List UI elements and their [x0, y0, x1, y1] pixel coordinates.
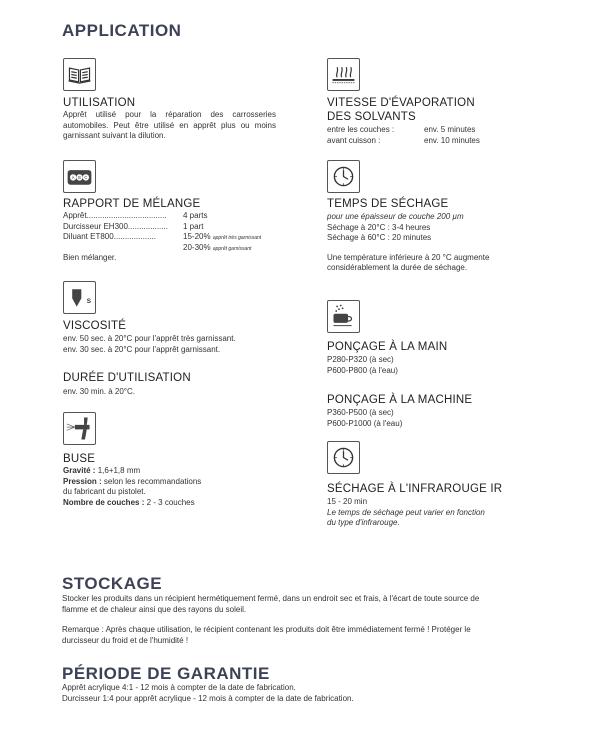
mix-letter-b: B: [78, 175, 81, 181]
melange-note: apprêt très garnissant: [212, 235, 262, 241]
sechage-line: pour une épaisseur de couche 200 µm: [327, 212, 464, 221]
main-text: [327, 355, 398, 376]
viscosite-title: VISCOSITÉ: [63, 320, 127, 332]
viscosite-line: env. 50 sec. à 20°C pour l'apprêt très garnissant.: [63, 334, 236, 343]
melange-value: 4 parts: [183, 211, 208, 220]
clock-icon: [327, 441, 360, 474]
sechage-text: [327, 212, 537, 274]
sechage-line: Séchage à 20°C : 3-4 heures: [327, 222, 431, 232]
heading-garantie: PÉRIODE DE GARANTIE: [62, 664, 270, 683]
main-line: P280-P320 (à sec): [327, 355, 394, 364]
evaporation-table: [327, 125, 527, 146]
infrarouge-line: 15 - 20 min: [327, 497, 368, 506]
melange-dots: ....................................: [86, 211, 167, 220]
garantie-line: Apprêt acrylique 4:1 - 12 mois à compter de la date de fabrication.: [62, 683, 296, 692]
stockage-text: [62, 594, 479, 646]
buse-pression: [63, 477, 201, 488]
viscosity-letter: S: [86, 297, 92, 305]
mixing-ratio-icon: [63, 160, 96, 193]
melange-dots: ...................: [113, 232, 156, 241]
duree-title: DURÉE D'UTILISATION: [63, 372, 191, 384]
viscosite-text: [63, 334, 236, 355]
sechage-line: Séchage à 60°C : 20 minutes: [327, 233, 432, 242]
sechage-title: TEMPS DE SÉCHAGE: [327, 198, 449, 210]
melange-value: 15-20%: [183, 232, 211, 241]
evaporation-title-1: VITESSE D'ÉVAPORATION: [327, 97, 475, 109]
mix-letter-c: C: [84, 175, 88, 181]
infrarouge-line: du type d'infrarouge.: [327, 518, 400, 527]
melange-title: RAPPORT DE MÉLANGE: [63, 198, 201, 210]
evaporation-row: [327, 125, 527, 136]
utilisation-text: Apprêt utilisé pour la réparation des carrosseries automobiles. Peut être utilisé en apprêt plus ou moins garnissant suivant la dilution.: [63, 110, 276, 140]
sanding-sponge-icon: [327, 300, 360, 333]
garantie-text: [62, 683, 354, 704]
machine-title: PONÇAGE À LA MACHINE: [327, 394, 473, 406]
melange-table: [63, 211, 303, 264]
duree-text: env. 30 min. à 20°C.: [63, 387, 135, 396]
evaporation-value: env. 10 minutes: [424, 135, 480, 145]
spray-gun-icon: [63, 412, 96, 445]
melange-label: Durcisseur EH300: [63, 221, 128, 231]
stockage-remark: durcisseur du froid et de l'humidité !: [62, 635, 189, 645]
infrarouge-text: [327, 497, 485, 529]
buse-pression-cont: du fabricant du pistolet.: [63, 487, 146, 496]
melange-label: Apprêt: [63, 211, 87, 220]
buse-gravite-value: 1,6+1,8 mm: [95, 466, 141, 475]
buse-couches-value: 2 - 3 couches: [144, 497, 195, 507]
buse-text: [63, 466, 201, 508]
main-title: PONÇAGE À LA MAIN: [327, 341, 448, 353]
heading-application: APPLICATION: [62, 21, 182, 40]
evaporation-title-2: DES SOLVANTS: [327, 111, 416, 123]
machine-text: [327, 408, 402, 429]
infrarouge-line: Le temps de séchage peut varier en fonction: [327, 507, 485, 517]
utilisation-title: UTILISATION: [63, 97, 136, 109]
evaporation-label: avant cuisson :: [327, 135, 381, 145]
viscosity-icon: [63, 281, 96, 314]
melange-dots: ..................: [127, 221, 168, 231]
buse-couches-label: Nombre de couches :: [63, 497, 145, 507]
melange-row: [63, 211, 303, 222]
melange-row: [63, 222, 303, 233]
stockage-line: flamme et de chaleur ainsi que des rayons du soleil.: [62, 604, 247, 614]
stockage-remark: Remarque : Après chaque utilisation, le récipient contenant les produits doit être immédiatement fermé ! Protéger le: [62, 625, 471, 634]
melange-row: [63, 232, 303, 243]
stockage-line: Stocker les produits dans un récipient hermétiquement fermé, dans un endroit sec et frais, à l'écart de toute source de: [62, 594, 480, 603]
melange-value: 1 part: [183, 221, 204, 231]
buse-gravite: [63, 466, 201, 477]
main-line: P600-P800 (à l'eau): [327, 365, 398, 375]
evaporation-value: env. 5 minutes: [424, 125, 476, 134]
buse-title: BUSE: [63, 453, 96, 465]
melange-note: apprêt garnissant: [212, 245, 252, 252]
book-icon: [63, 58, 96, 91]
melange-value: 20-30%: [183, 242, 211, 252]
buse-gravite-label: Gravité :: [63, 466, 96, 475]
viscosite-line: env. 30 sec. à 20°C pour l'apprêt garnissant.: [63, 344, 221, 354]
mix-letter-a: A: [71, 175, 75, 181]
melange-row: [63, 243, 303, 254]
sechage-note: Une température inférieure à 20 °C augmente considérablement la durée de séchage.: [327, 252, 490, 272]
machine-line: P600-P1000 (à l'eau): [327, 418, 403, 428]
clock-icon: [327, 160, 360, 193]
evaporation-row: [327, 136, 527, 147]
buse-pression-value: selon les recommandations: [101, 476, 202, 486]
machine-line: P360-P500 (à sec): [327, 408, 394, 417]
heading-stockage: STOCKAGE: [62, 574, 163, 593]
infrarouge-title: SÉCHAGE À L'INFRAROUGE IR: [327, 483, 503, 495]
melange-label: Diluant ET800: [63, 232, 114, 241]
garantie-line: Durcisseur 1:4 pour apprêt acrylique - 12 mois à compter de la date de fabrication.: [62, 693, 354, 703]
evaporation-icon: [327, 58, 360, 91]
melange-footer: Bien mélanger.: [63, 253, 117, 262]
buse-couches: [63, 498, 201, 509]
buse-pression-label: Pression :: [63, 476, 102, 486]
evaporation-label: entre les couches :: [327, 125, 395, 134]
